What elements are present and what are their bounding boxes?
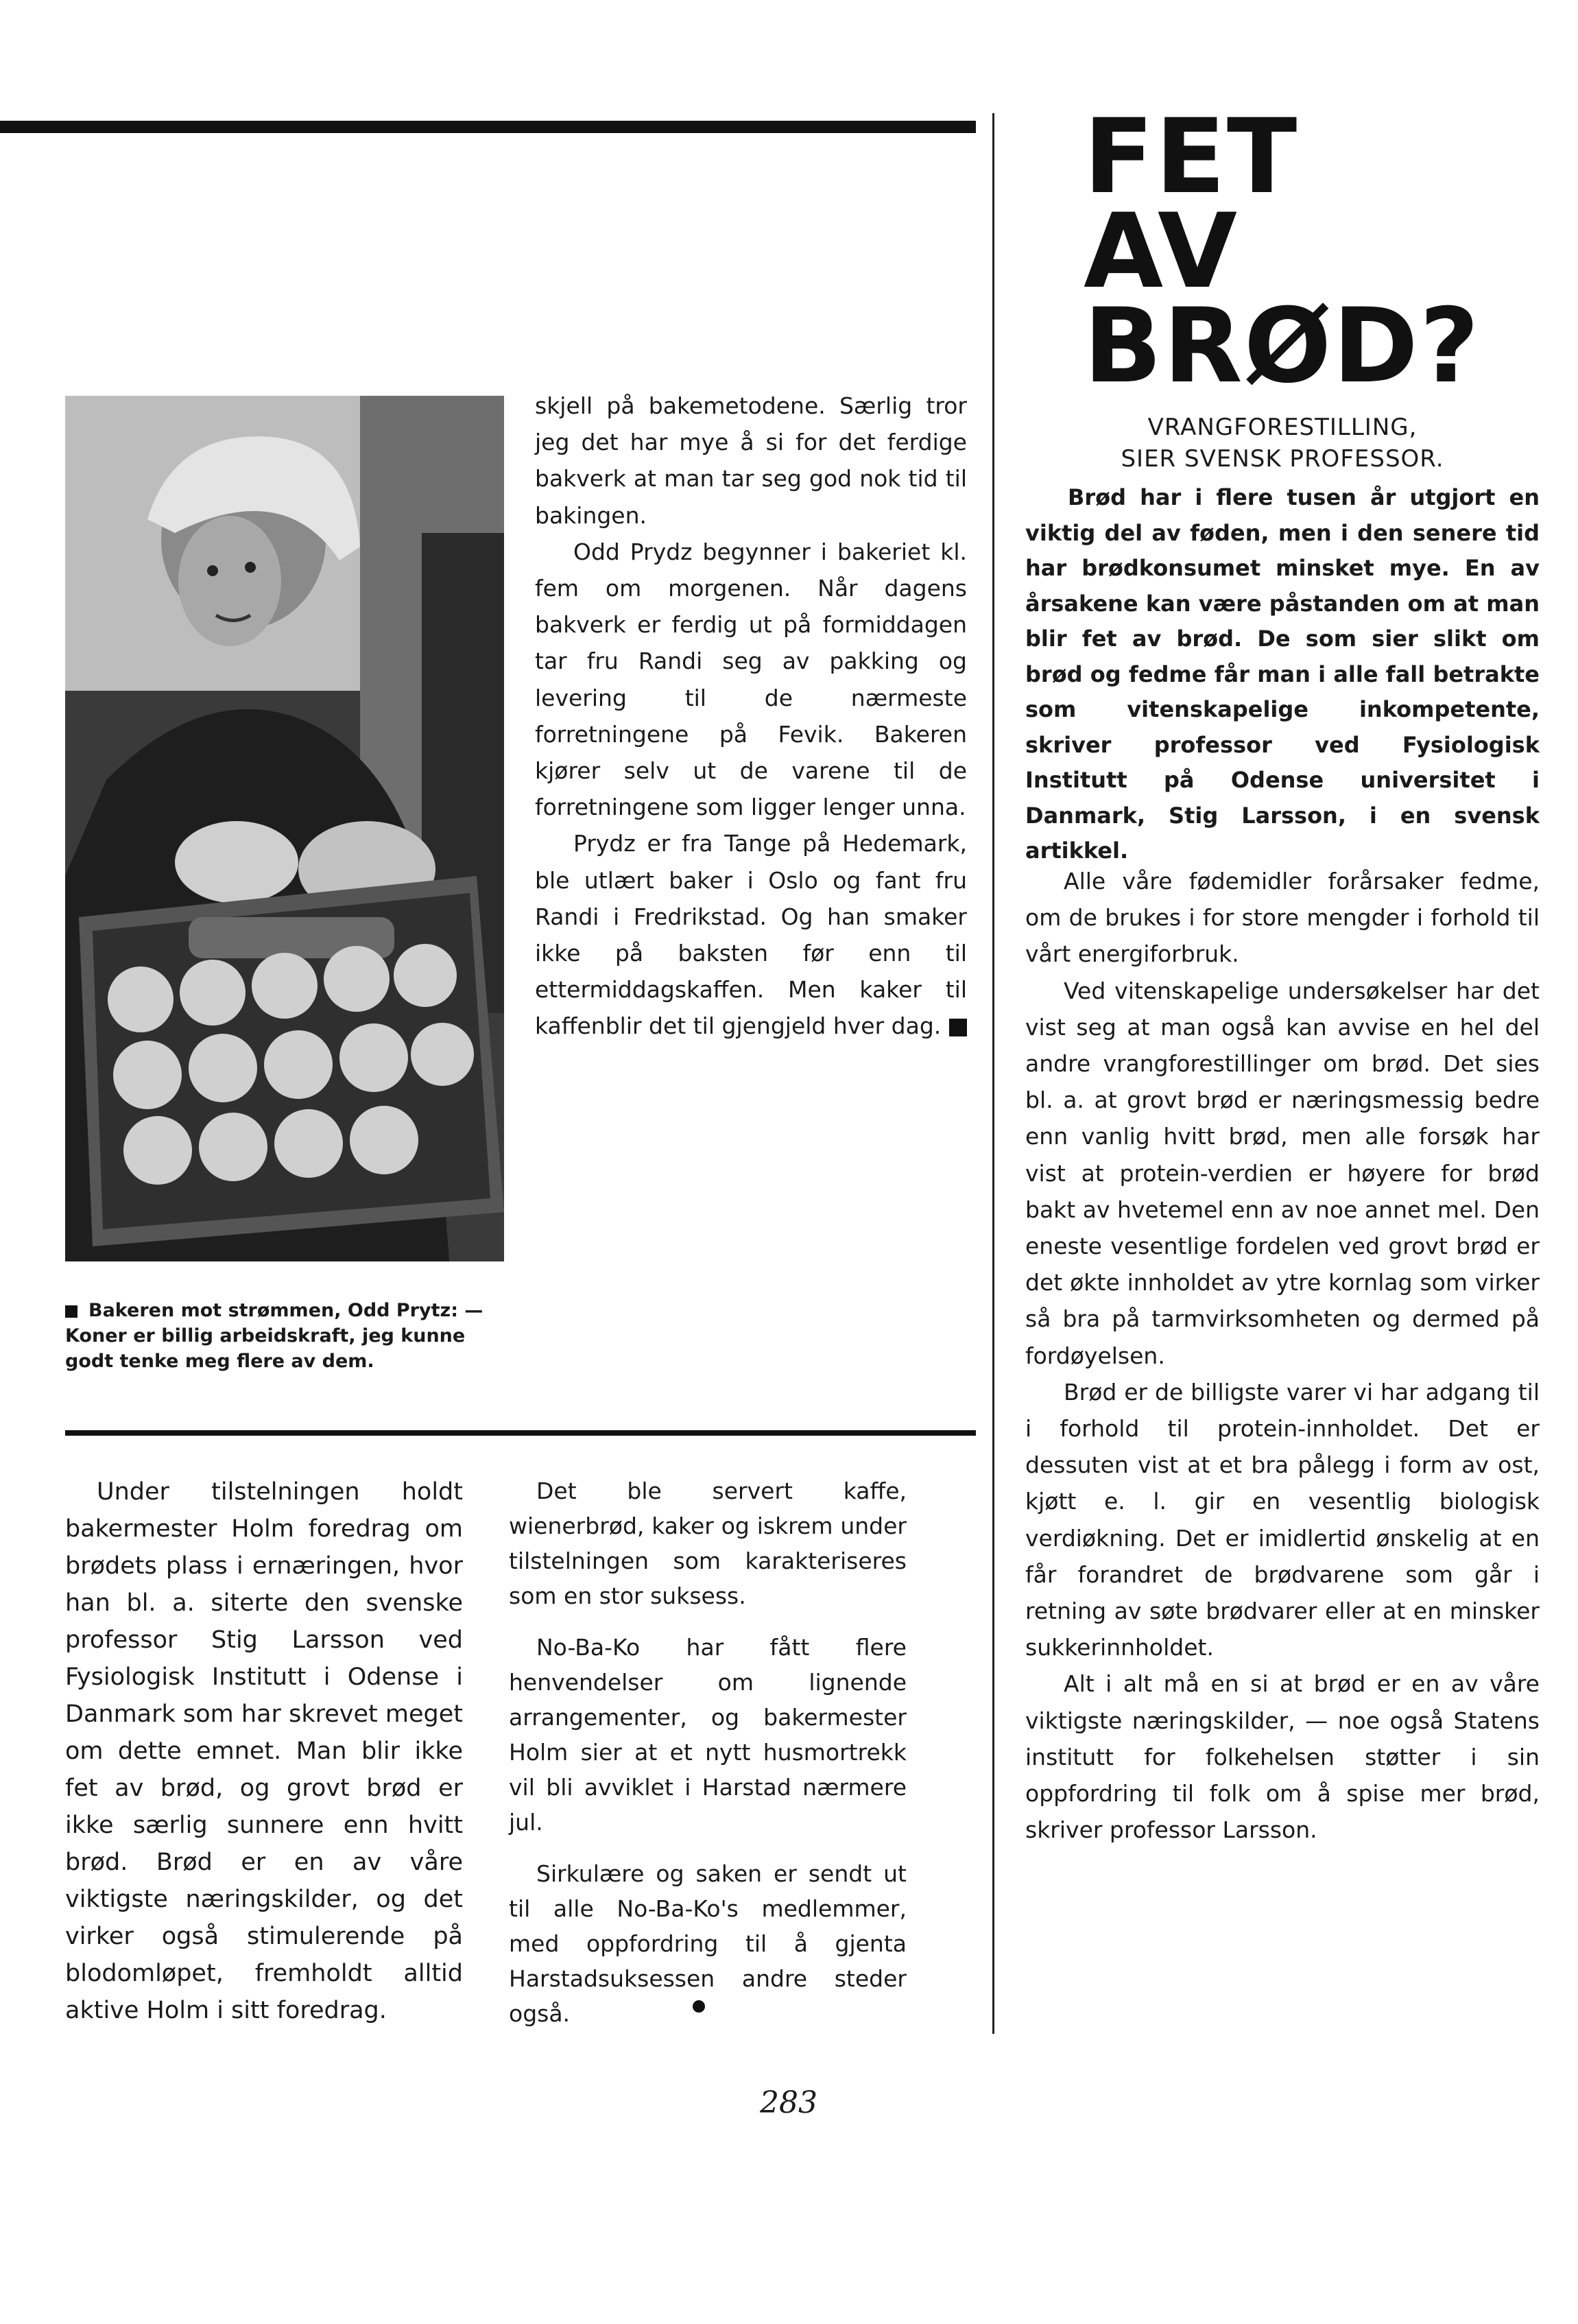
right-paragraph-3: Brød er de billigste varer vi har adgang til i forhold til protein-innholdet. Det er dessuten vist at et bra pålegg i form av ost, kjøtt e. l. gir en vesentlig biologisk verdiøkning. Det er imidlertid ønskelig at en får forandret de brødvarene som går i retning av søte brødvarer eller at en minsker sukkerinnholdet. [1025,1378,1540,1661]
page-number: 283 [760,2085,817,2120]
lower-mid-paragraph-2: No-Ba-Ko har fått flere henvendelser om lignende arrangementer, og bakermester Holm sier at et nytt husmortrekk vil bli avviklet i Harstad nærmere jul. [509,1634,907,1836]
lead-text: Brød har i flere tusen år utgjort en viktig del av føden, men i den senere tid har brødkonsumet minsket mye. En av årsakene kan være påstanden om at man blir fet av brød. De som sier slikt om brød og fedme får man i alle fall betrakte som vitenskapelige inkompetente, skriver professor ved Fysiologisk Institutt på Odense universitet i Danmark, Stig Larsson, i en svensk artikkel. [1025,484,1540,864]
mid-paragraph-3 [535,825,967,1044]
middle-rule [65,1430,976,1436]
photo-caption [65,1298,504,1374]
column-divider [992,113,994,2034]
lower-mid-paragraph-3: Sirkulære og saken er sendt ut til alle No-Ba-Ko's medlemmer, med oppfordring til å gjenta Harstadsuksessen andre steder også. [509,1860,907,2027]
subheadline [1025,412,1540,475]
bullet-dot-icon [693,2000,705,2013]
end-square-icon [949,1019,967,1036]
mid-paragraph-2: Odd Prydz begynner i bakeriet kl. fem om morgenen. Når dagens bakverk er ferdig ut på formiddagen tar fru Randi seg av pakking og levering til de nærmeste forretningene på Fevik. Bakeren kjører selv ut de varene til de forretningene som ligger lenger unna. [535,538,967,821]
middle-column-text [535,388,967,1045]
headline-line-2: AV [1084,192,1239,311]
right-column-text [1025,863,1540,1848]
lower-left-column-text [65,1473,463,2029]
lead-paragraph [1025,480,1540,869]
headline-line-3: BRØD? [1084,287,1481,406]
caption-square-icon [65,1305,77,1318]
caption-text: Bakeren mot strømmen, Odd Prytz: — Koner er billig arbeidskraft, jeg kunne godt tenke meg flere av dem. [65,1300,483,1372]
lower-mid-paragraph-1: Det ble servert kaffe, wienerbrød, kaker og iskrem under tilstelningen som karakteriseres som en stor suksess. [509,1478,907,1609]
lower-middle-column-text [509,1473,907,2048]
headline-line-1: FET [1084,97,1299,217]
top-rule [0,121,976,133]
right-paragraph-2: Ved vitenskapelige undersøkelser har det vist seg at man også kan avvise en hel del andre vrangforestillinger om brød. Det sies bl. a. at grovt brød er næringsmessig bedre enn vanlig hvitt brød, men alle forsøk har vist at protein-verdien er høyere for brød bakt av hvetemel enn av noe annet mel. Den eneste vesentlige fordelen ved grovt brød er det økte innholdet av ytre kornlag som virker så bra på tarmvirksomheten og dermed på fordøyelsen. [1025,977,1540,1369]
right-paragraph-1: Alle våre fødemidler forårsaker fedme, om de brukes i for store mengder i forhold til vårt energiforbruk. [1025,868,1540,968]
mid-paragraph-3-text: Prydz er fra Tange på Hedemark, ble utlært baker i Oslo og fant fru Randi i Fredrikstad. Og han smaker ikke på baksten før enn til ettermiddagskaffen. Men kaker til kaffenblir det til gjengjeld hver dag. [535,830,967,1040]
subhead-line-2: SIER SVENSK PROFESSOR. [1121,445,1444,473]
baker-photo-illustration [65,396,504,1261]
right-paragraph-4: Alt i alt må en si at brød er en av våre viktigste næringskilder, — noe også Statens institutt for folkehelsen støtter i sin oppfordring til folk om å spise mer brød, skriver professor Larsson. [1025,1670,1540,1844]
headline [1084,97,1481,406]
subhead-line-1: VRANGFORESTILLING, [1147,414,1418,441]
lower-left-paragraph: Under tilstelningen holdt bakermester Holm foredrag om brødets plass i ernæringen, hvor han bl. a. siterte den svenske professor Stig Larsson ved Fysiologisk Institutt i Odense i Danmark som har skrevet meget om dette emnet. Man blir ikke fet av brød, og grovt brød er ikke særlig sunnere enn hvitt brød. Brød er en av våre viktigste næringskilder, og det virker også stimulerende på blodomløpet, fremholdt alltid aktive Holm i sitt foredrag. [65,1478,463,2024]
baker-photo [65,396,504,1261]
mid-paragraph-1: skjell på bakemetodene. Særlig tror jeg det har mye å si for det ferdige bakverk at man tar seg god nok tid til bakingen. [535,392,967,529]
